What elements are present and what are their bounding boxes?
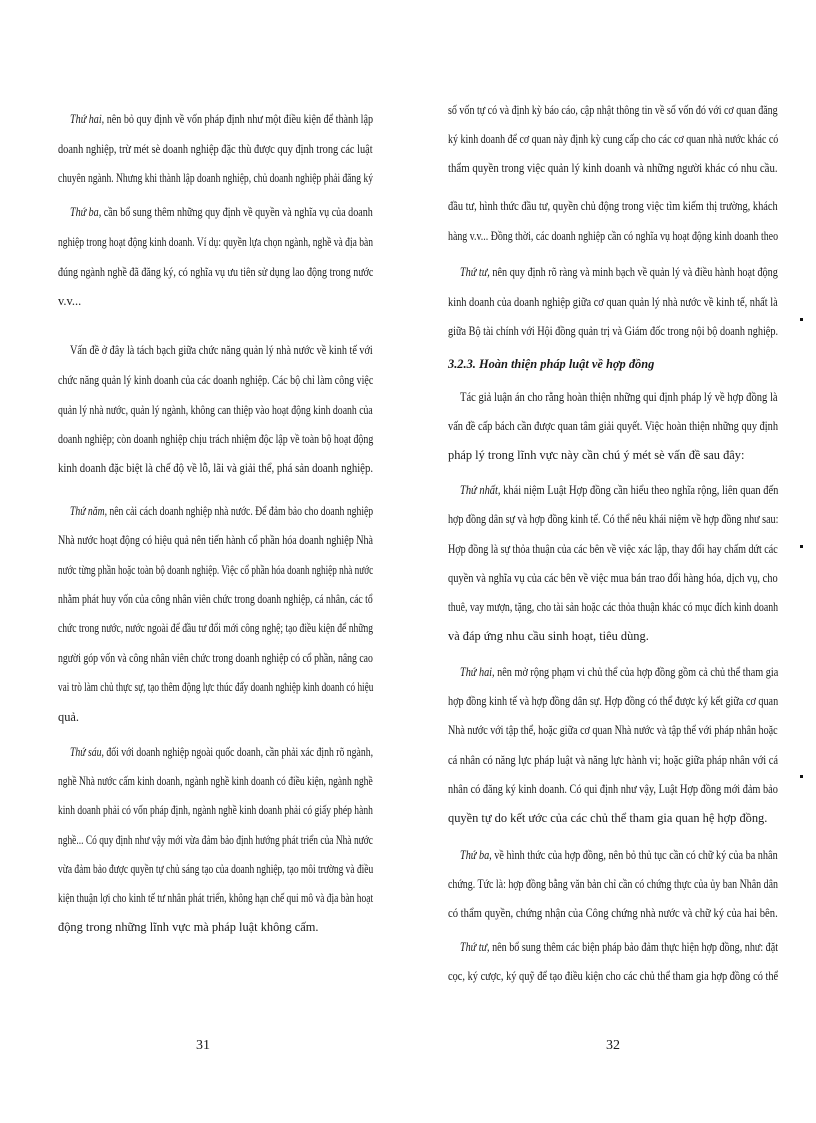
line-text: nên bỏ quy định về vốn pháp định như một điều kiện để thành lập — [104, 112, 374, 126]
text-line — [448, 876, 778, 892]
line-text: Vấn đề ở đây là tách bạch giữa chức năng quản lý nhà nước về kinh tế với — [70, 343, 373, 357]
text-line — [58, 773, 373, 789]
line-text: kinh doanh phải có vốn pháp định, ngành nghề kinh doanh phải có giấy phép hành — [58, 803, 373, 817]
line-text: chức năng quản lý kinh doanh của các doanh nghiệp. Các bộ chỉ làm công việc — [58, 373, 374, 387]
line-text: nên cải cách doanh nghiệp nhà nước. Để đảm bảo cho doanh nghiệp — [107, 504, 374, 518]
paragraph-lead: Thứ tư, — [460, 265, 490, 279]
line-text: vai trò làm chủ thực sự, tạo thêm động lực thúc đẩy doanh nghiệp kinh doanh có hiệu — [58, 680, 374, 694]
text-line — [448, 418, 778, 434]
line-text: người góp vốn và công nhân viên chức trong doanh nghiệp có cổ phần, nâng cao — [58, 651, 373, 665]
line-text: hợp đồng dân sự và hợp đồng kinh tế. Có thể nêu khái niệm về hợp đồng như sau: — [448, 512, 779, 526]
text-line — [448, 198, 778, 214]
text-line — [448, 541, 778, 557]
text-line — [448, 102, 778, 118]
text-line — [448, 693, 778, 709]
line-text: Tác giả luận án cho rằng hoàn thiện những qui định pháp lý về hợp đồng là — [460, 390, 778, 404]
paragraph-lead: Thứ sáu, — [70, 745, 104, 759]
line-text: Nhà nước hoạt động có hiệu quả nên tiến hành cổ phần hóa doanh nghiệp Nhà — [58, 533, 374, 547]
text-line — [448, 160, 778, 176]
line-text: giữa Bộ tài chính với Hội đồng quản trị và Giám đốc trong nội bộ doanh nghiệp. — [448, 324, 779, 338]
line-text: nhân có đăng ký kinh doanh. Có qui định như vậy, Luật Hợp đồng mới đảm bảo — [448, 782, 778, 796]
line-text: khái niệm Luật Hợp đồng cần hiểu theo nghĩa rộng, liên quan đến — [500, 483, 779, 497]
text-line — [460, 389, 778, 405]
text-line — [448, 599, 778, 615]
line-text: đúng ngành nghề đã đăng ký, có nghĩa vụ ưu tiên sử dụng lao động trong nước — [58, 265, 374, 279]
paragraph-lead: Thứ tư, — [460, 940, 490, 954]
scan-mark — [800, 545, 803, 548]
text-line — [448, 570, 778, 586]
text-line — [460, 264, 778, 280]
line-text: 3.2.3. Hoàn thiện pháp luật về hợp đồng — [448, 357, 655, 371]
text-line — [58, 264, 373, 280]
line-text: cọc, ký cược, ký quỹ để tạo điều kiện cho các chủ thể tham gia hợp đồng có thể — [448, 969, 779, 983]
text-line — [58, 293, 81, 309]
line-text: nước từng phần hoặc toàn bộ doanh nghiệp. Việc cổ phần hóa doanh nghiệp nhà nước — [58, 563, 374, 577]
text-line — [58, 170, 373, 186]
line-text: hàng v.v... Đồng thời, các doanh nghiệp cần có nghĩa vụ hoạt động kinh doanh theo — [448, 229, 779, 243]
line-text: nhằm phát huy vốn của công nhân viên chức trong doanh nghiệp, cá nhân, các tổ — [58, 592, 373, 606]
line-text: nghề... Có quy định như vậy mới vừa đảm bảo định hướng phát triển của Nhà nước — [58, 833, 373, 847]
text-line — [448, 294, 778, 310]
line-text: kinh doanh đặc biệt là chế độ về lỗ, lãi và giải thể, phá sản doanh nghiệp. — [58, 461, 374, 475]
text-line — [448, 810, 767, 826]
text-line — [460, 847, 778, 863]
text-line — [448, 511, 778, 527]
line-text: thuê, vay mượn, tặng, cho tài sản hoặc các thỏa thuận khác có mục đích kinh doanh — [448, 600, 779, 614]
line-text: về hình thức của hợp đồng, nên bỏ thủ tục cần có chữ ký của ba nhân — [491, 848, 778, 862]
text-line — [58, 431, 373, 447]
text-line — [58, 402, 373, 418]
line-text: thẩm quyền trong việc quản lý kinh doanh và những người khác có nhu cầu. — [448, 161, 778, 175]
line-text: nghề Nhà nước cấm kinh doanh, ngành nghề kinh doanh có điều kiện, ngành nghề — [58, 774, 373, 788]
line-text: doanh nghiệp; còn doanh nghiệp chịu trách nhiệm độc lập về toàn bộ hoạt động — [58, 432, 374, 446]
line-text: hợp đồng kinh tế và hợp đồng dân sự. Hợp đồng có thể được ký kết giữa cơ quan — [448, 694, 779, 708]
paragraph-lead: Thứ năm, — [70, 504, 108, 518]
line-text: quản lý nhà nước, quản lý ngành, không can thiệp vào hoạt động kinh doanh của — [58, 403, 373, 417]
line-text: pháp lý trong lĩnh vực này cần chú ý mét sè vấn đề sau đây: — [448, 448, 745, 462]
line-text: quyền và nghĩa vụ của các bên về việc mua bán trao đổi hàng hóa, dịch vụ, cho — [448, 571, 778, 585]
text-line — [58, 141, 373, 157]
text-line — [58, 709, 79, 725]
section-heading — [448, 356, 654, 372]
page-number-right: 32 — [606, 1038, 620, 1053]
text-line — [58, 861, 373, 877]
text-line — [460, 664, 778, 680]
line-text: vấn đề cấp bách cần được quan tâm giải quyết. Việc hoàn thiện những quy định — [448, 419, 779, 433]
line-text: động trong những lĩnh vực mà pháp luật không cấm. — [58, 920, 319, 934]
line-text: quả. — [58, 710, 79, 724]
line-text: đầu tư, hình thức đầu tư, quyền chủ động trong việc tìm kiếm thị trường, khách — [448, 199, 778, 213]
text-line — [448, 323, 778, 339]
text-line — [58, 591, 373, 607]
line-text: nghiệp trong hoạt động kinh doanh. Ví dụ: quyền lựa chọn ngành, nghề và địa bàn — [58, 235, 374, 249]
line-text: Nhà nước với tập thể, hoặc giữa cơ quan Nhà nước và tập thể với pháp nhân hoặc — [448, 723, 778, 737]
line-text: nên mở rộng phạm vi chủ thể của hợp đồng gồm cả chủ thể tham gia — [494, 665, 779, 679]
text-line — [448, 781, 778, 797]
text-line — [448, 905, 778, 921]
paragraph-lead: Thứ hai, — [460, 665, 495, 679]
text-line — [448, 447, 744, 463]
text-line — [70, 204, 373, 220]
text-line — [58, 679, 373, 695]
line-text: doanh nghiệp, trừ mét sè doanh nghiệp đặc thù được quy định trong các luật — [58, 142, 373, 156]
text-line — [58, 372, 373, 388]
line-text: v.v... — [58, 294, 82, 308]
text-line — [58, 562, 373, 578]
text-line — [58, 919, 319, 935]
line-text: Hợp đồng là sự thỏa thuận của các bên về việc xác lập, thay đổi hay chấm dứt các — [448, 542, 778, 556]
text-line — [448, 722, 778, 738]
text-line — [70, 111, 373, 127]
page-number-left: 31 — [196, 1038, 210, 1053]
text-line — [58, 460, 373, 476]
text-line — [70, 744, 373, 760]
line-text: nên bổ sung thêm các biện pháp bảo đảm thực hiện hợp đồng, như: đặt — [489, 940, 779, 954]
text-line — [460, 482, 778, 498]
text-line — [58, 650, 373, 666]
line-text: nên quy định rõ ràng và minh bạch về quản lý và điều hành hoạt động — [489, 265, 778, 279]
line-text: chuyên ngành. Nhưng khi thành lập doanh nghiệp, chủ doanh nghiệp phải đăng ký — [58, 171, 373, 185]
paragraph-lead: Thứ ba, — [70, 205, 102, 219]
line-text: chứng. Tức là: hợp đồng bằng văn bản chỉ cần có chứng thực của ủy ban Nhân dân — [448, 877, 778, 891]
paragraph-lead: Thứ nhất, — [460, 483, 501, 497]
line-text: vừa đảm bảo được quyền tự chủ sáng tạo của doanh nghiệp, tạo môi trường và điều — [58, 862, 374, 876]
line-text: có thẩm quyền, chứng nhận của Công chứng nhà nước và chữ ký của hai bên. — [448, 906, 778, 920]
text-line — [448, 131, 778, 147]
line-text: cá nhân có năng lực pháp luật và năng lực hành vi; hoặc giữa pháp nhân với cá — [448, 753, 779, 767]
text-line — [448, 968, 778, 984]
line-text: số vốn tự có và định kỳ báo cáo, cập nhật thông tin về số vốn đó với cơ quan đăng — [448, 103, 778, 117]
scan-mark — [800, 775, 803, 778]
scan-mark — [800, 318, 803, 321]
paragraph-lead: Thứ hai, — [70, 112, 105, 126]
text-line — [448, 228, 778, 244]
text-line — [58, 620, 373, 636]
text-line — [448, 628, 649, 644]
paragraph-lead: Thứ ba, — [460, 848, 492, 862]
text-line — [58, 802, 373, 818]
text-line — [460, 939, 778, 955]
line-text: kiện thuận lợi cho kinh tế tư nhân phát triển, không hạn chế qui mô và địa bàn hoạt — [58, 891, 374, 905]
text-line — [58, 532, 373, 548]
text-line — [448, 752, 778, 768]
text-line — [70, 342, 373, 358]
line-text: quyền tự do kết ước của các chủ thể tham gia quan hệ hợp đồng. — [448, 811, 768, 825]
text-line — [58, 890, 373, 906]
line-text: và đáp ứng nhu cầu sinh hoạt, tiêu dùng. — [448, 629, 649, 643]
line-text: ký kinh doanh để cơ quan này định kỳ cung cấp cho các cơ quan nhà nước khác có — [448, 132, 779, 146]
line-text: chức trong nước, nước ngoài để đầu tư đổi mới công nghệ; tạo điều kiện để những — [58, 621, 374, 635]
text-line — [58, 234, 373, 250]
line-text: kinh doanh của doanh nghiệp giữa cơ quan quản lý nhà nước về kinh tế, nhất là — [448, 295, 778, 309]
text-line — [58, 832, 373, 848]
line-text: đối với doanh nghiệp ngoài quốc doanh, cần phải xác định rõ ngành, — [103, 745, 374, 759]
line-text: cần bổ sung thêm những quy định về quyền và nghĩa vụ của doanh — [101, 205, 373, 219]
text-line — [70, 503, 373, 519]
